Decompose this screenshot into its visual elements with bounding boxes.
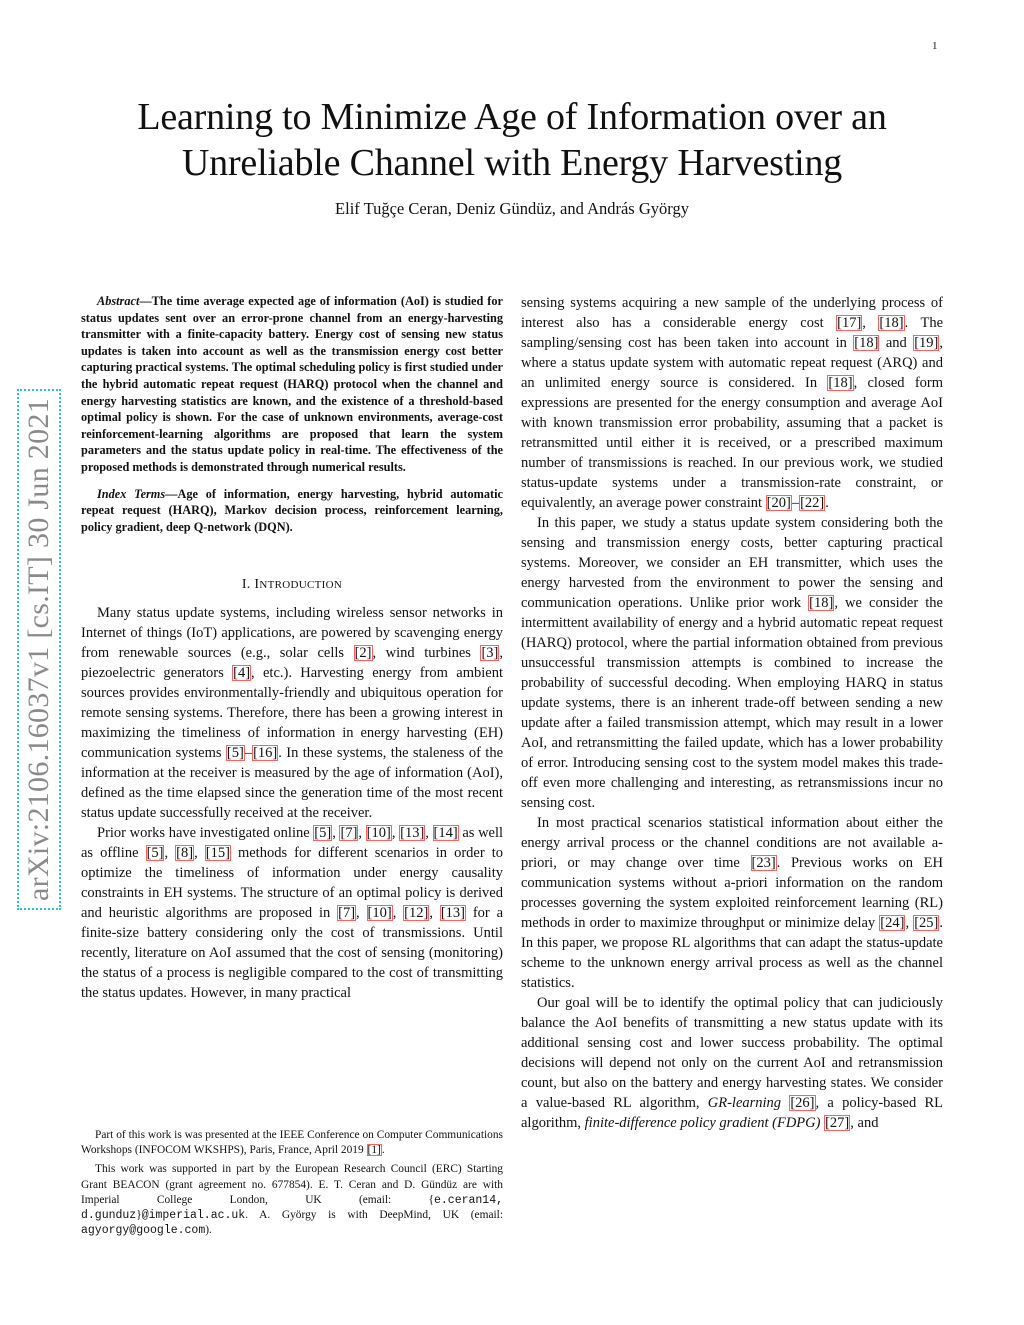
citation-link[interactable]: [18] [854, 335, 879, 351]
citation-link[interactable]: [2] [354, 645, 372, 662]
citation-link[interactable]: [14] [433, 825, 458, 842]
citation-link[interactable]: [27] [825, 1115, 850, 1131]
footnote-conference: Part of this work is was presented at the IEEE Conference on Computer Communications Workshops (INFOCOM WKSHPS), Paris, France, April 2019 [1]. [81, 1129, 503, 1157]
right-column [521, 293, 943, 1133]
paper-authors: Elif Tuğçe Ceran, Deniz Gündüz, and András György [335, 199, 689, 218]
citation-link[interactable]: [18] [809, 595, 834, 611]
index-terms-text: Age of information, energy harvesting, hybrid automatic repeat request (HARQ), Markov decision process, reinforcement learning, policy gradient, deep Q-network (DQN). [81, 486, 503, 534]
citation-link[interactable]: [10] [367, 905, 392, 922]
citation-link[interactable]: [3] [481, 645, 499, 662]
citation-link[interactable]: [19] [914, 335, 939, 351]
arxiv-watermark[interactable]: arXiv:2106.16037v1 [cs.IT] 30 Jun 2021 [22, 394, 56, 905]
left-column [81, 293, 503, 1003]
citation-link[interactable]: [16] [253, 745, 278, 762]
section-heading-introduction: I. INTRODUCTION [241, 577, 343, 593]
citation-link[interactable]: [22] [800, 495, 825, 511]
citation-link[interactable]: [7] [338, 905, 356, 922]
citation-link[interactable]: [8] [176, 845, 194, 862]
citation-link[interactable]: [23] [751, 855, 776, 871]
page-number: 1 [932, 40, 938, 52]
intro-paragraph-6: Our goal will be to identify the optimal policy that can judiciously balance the AoI benefits of transmitting a new status update with its additional sensing cost and lower success probability. The optimal decisions will depend not only on the current AoI and retransmission count, but also on the battery and energy harvesting states. We consider a value-based RL algorithm, GR-learning [26], a policy-based RL algorithm, finite-difference policy gradient (FDPG) [27], and [521, 995, 943, 1131]
abstract: Abstract—The time average expected age of information (AoI) is studied for status updates sent over an error-prone channel from an energy-harvesting transmitter with a finite-capacity battery. Energy cost of sensing new status updates is taken into account as well as the transmission energy cost better capturing practical systems. The optimal scheduling policy is first studied under the hybrid automatic repeat request (HARQ) protocol when the channel and energy harvesting statistics are known, and the existence of a threshold-based optimal policy is shown. For the case of unknown environments, average-cost reinforcement-learning algorithms are proposed that learn the system parameters and the status update policy in real-time. The effectiveness of the proposed methods is demonstrated through numerical results. [81, 294, 503, 474]
citation-link[interactable]: [5] [146, 845, 164, 862]
intro-paragraph-2: Prior works have investigated online [5], [7], [10], [13], [14] as well as offline [5], [8], [15] methods for different scenarios in order to optimize the timeliness of information under energy causality constraints in EH systems. The structure of an optimal policy is derived and heuristic algorithms are proposed in [7], [10], [12], [13] for a finite-size battery considering only the cost of transmissions. Until recently, literature on AoI assumed that the cost of sensing (monitoring) the status of a process is negligible compared to the cost of transmitting the status updates. However, in many practical [81, 825, 504, 1002]
citation-link[interactable]: [15] [205, 845, 230, 862]
citation-link[interactable]: [12] [404, 905, 429, 922]
citation-link[interactable]: [26] [790, 1095, 815, 1111]
citation-link[interactable]: [7] [340, 825, 358, 842]
intro-paragraph-4: In this paper, we study a status update system considering both the sensing and transmission energy costs, better capturing practical systems. Moreover, we consider an EH transmitter, which uses the energy harvested from the environment to power the sensing and communication operations. Unlike prior work [18], we consider the intermittent availability of energy and a hybrid automatic repeat request (HARQ) protocol, where the partial information obtained from previous unsuccessful transmission attempts is combined to increase the probability of successful decoding. When employing HARQ in status update systems, there is an inherent trade-off between sending a new update after a failed transmission attempt, which may result in a lower AoI, and retransmitting the failed update, which has a lower probability of error. Introducing sensing cost to the system model makes this trade-off even more challenging and interesting, as retransmissions incur no sensing cost. [521, 515, 943, 811]
citation-link[interactable]: [5] [314, 825, 332, 842]
index-terms-label: Index Terms [97, 486, 166, 501]
abstract-label: Abstract [97, 294, 140, 308]
intro-paragraph-5: In most practical scenarios statistical information about either the energy arrival process or the channel conditions are not available a-priori, or may change over time [23]. Previous works on EH communication systems without a-priori information on the random processes governing the system exploited reinforcement learning (RL) methods in order to maximize throughput or minimize delay [24], [25]. In this paper, we propose RL algorithms that can adapt the status-update scheme to the unknown energy arrival process as well as the channel statistics. [521, 815, 943, 991]
citation-link[interactable]: [4] [233, 665, 251, 682]
paper-title: Learning to Minimize Age of Information over an Unreliable Channel with Energy Harvesting [137, 96, 887, 184]
footnote-funding: This work was supported in part by the European Research Council (ERC) Starting Grant BEACON (grant agreement no. 677854). E. T. Ceran and D. Gündüz are with Imperial College London, UK (email: {e.ceran14, d.gunduz}@imperial.ac.uk. A. György is with DeepMind, UK (email: agyorgy@google.com). [81, 1163, 503, 1238]
citation-link[interactable]: [1] [367, 1144, 381, 1157]
citation-link[interactable]: [10] [366, 825, 391, 842]
citation-link[interactable]: [18] [828, 375, 853, 391]
intro-paragraph-3: sensing systems acquiring a new sample of the underlying process of interest also has a considerable energy cost [17], [18]. The sampling/sensing cost has been taken into account in [18] and [19], where a status update system with automatic repeat request (ARQ) and an unlimited energy source is considered. In [18], closed form expressions are presented for the energy consumption and average AoI with known transmission error probability, assuming that a packet is retransmitted until either it is received, or a prescribed maximum number of transmissions is reached. In our previous work, we studied status-update systems under a transmission-rate constraint, or equivalently, an average power constraint [20]–[22]. [521, 295, 944, 511]
abstract-text: The time average expected age of information (AoI) is studied for status updates sent over an error-prone channel from an energy-harvesting transmitter with a finite-capacity battery. Energy cost of sensing new status updates is taken into account as well as the transmission energy cost better capturing practical systems. The optimal scheduling policy is first studied under the hybrid automatic repeat request (HARQ) protocol when the channel and energy harvesting statistics are known, and the existence of a threshold-based optimal policy is shown. For the case of unknown environments, average-cost reinforcement-learning algorithms are proposed that learn the system parameters and the status update policy in real-time. The effectiveness of the proposed methods is demonstrated through numerical results. [81, 294, 503, 474]
citation-link[interactable]: [17] [837, 315, 862, 331]
citation-link[interactable]: [13] [440, 905, 465, 922]
citation-link[interactable]: [5] [226, 745, 244, 762]
intro-paragraph-1: Many status update systems, including wireless sensor networks in Internet of things (IoT) applications, are powered by scavenging energy from renewable sources (e.g., solar cells [2], wind turbines [3], piezoelectric generators [4], etc.). Harvesting energy from ambient sources provides environmentally-friendly and ubiquitous operation for remote sensing systems. Therefore, there has been a growing interest in maximizing the timeliness of information in energy harvesting (EH) communication systems [5]–[16]. In these systems, the staleness of the information at the receiver is measured by the age of information (AoI), defined as the time elapsed since the generation time of the most recent status update successfully received at the receiver. [81, 605, 504, 822]
index-terms: Index Terms—Age of information, energy harvesting, hybrid automatic repeat request (HARQ), Markov decision process, reinforcement learning, policy gradient, deep Q-network (DQN). [81, 486, 503, 534]
citation-link[interactable]: [13] [400, 825, 425, 842]
citation-link[interactable]: [20] [766, 495, 791, 511]
footnotes [81, 1128, 503, 1242]
citation-link[interactable]: [24] [880, 915, 905, 931]
citation-link[interactable]: [18] [879, 315, 904, 331]
author-email[interactable]: agyorgy@google.com [81, 1224, 206, 1238]
author-email[interactable]: e.ceran14, d.gunduz [81, 1193, 503, 1223]
citation-link[interactable]: [25] [914, 915, 939, 931]
